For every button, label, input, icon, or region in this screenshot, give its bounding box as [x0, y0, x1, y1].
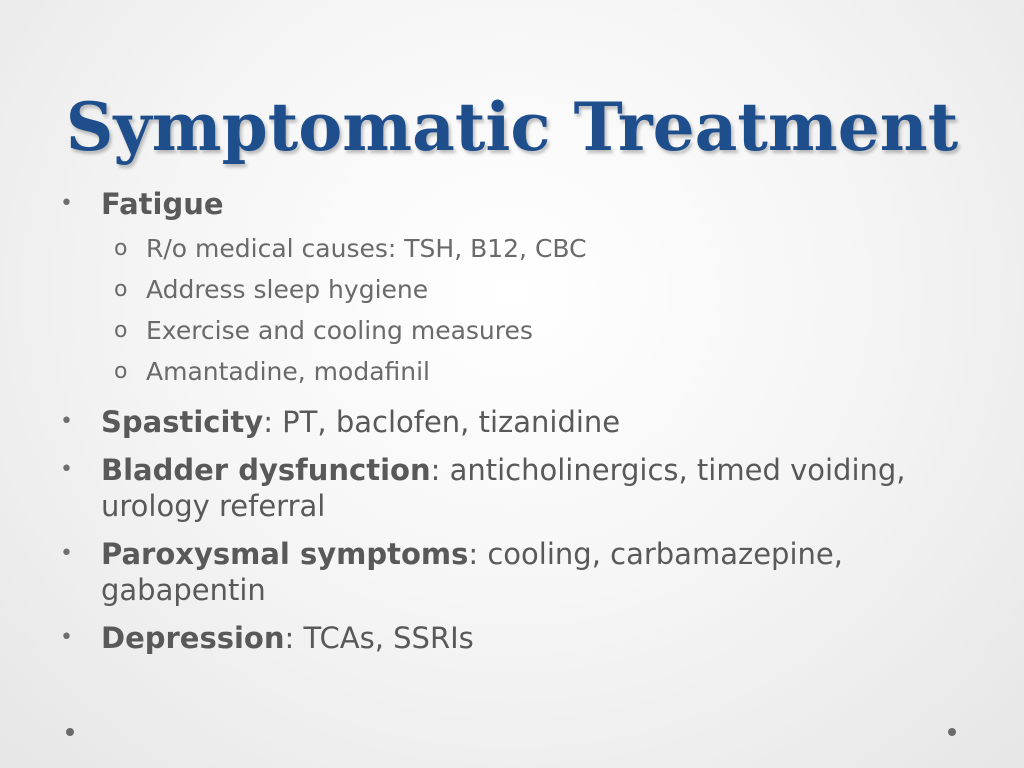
bullet-icon: • — [60, 409, 73, 434]
bullet-icon: • — [60, 625, 73, 650]
circle-bullet-icon: o — [114, 318, 128, 343]
item-text: : cooling, carbamazepine, gabapentin — [101, 537, 843, 607]
circle-bullet-icon: o — [114, 236, 128, 261]
list-item-fatigue — [60, 186, 960, 392]
sub-list-item — [101, 228, 960, 269]
slide-title: Symptomatic Treatment — [65, 88, 959, 166]
item-heading: Paroxysmal symptoms — [101, 537, 469, 571]
item-text: : PT, baclofen, tizanidine — [263, 405, 621, 439]
sub-list-item — [101, 351, 960, 392]
sub-item-text: Exercise and cooling measures — [146, 316, 533, 345]
item-text: : TCAs, SSRIs — [284, 621, 474, 655]
circle-bullet-icon: o — [114, 277, 128, 302]
sub-item-text: Address sleep hygiene — [146, 275, 429, 304]
item-heading: Depression — [101, 621, 285, 655]
list-item-depression — [60, 620, 960, 656]
list-item-paroxysmal-symptoms — [60, 536, 960, 608]
sub-list-item — [101, 310, 960, 351]
bullet-icon: • — [60, 191, 73, 216]
item-heading: Bladder dysfunction — [101, 453, 431, 487]
bullet-icon: • — [60, 457, 73, 482]
bullet-list — [60, 186, 960, 656]
list-item-spasticity — [60, 404, 960, 440]
bullet-icon: • — [60, 541, 73, 566]
sub-bullet-list — [101, 228, 960, 392]
item-heading: Spasticity — [101, 405, 264, 439]
corner-dot-icon — [66, 728, 74, 736]
slide-body — [60, 186, 960, 668]
item-text: : anticholinergics, timed voiding, urology referral — [101, 453, 906, 523]
item-heading: Fatigue — [101, 187, 224, 221]
sub-item-text: R/o medical causes: TSH, B12, CBC — [146, 234, 587, 263]
list-item-bladder-dysfunction — [60, 452, 960, 524]
corner-dot-icon — [948, 728, 956, 736]
circle-bullet-icon: o — [114, 359, 128, 384]
sub-list-item — [101, 269, 960, 310]
sub-item-text: Amantadine, modafinil — [146, 357, 430, 386]
